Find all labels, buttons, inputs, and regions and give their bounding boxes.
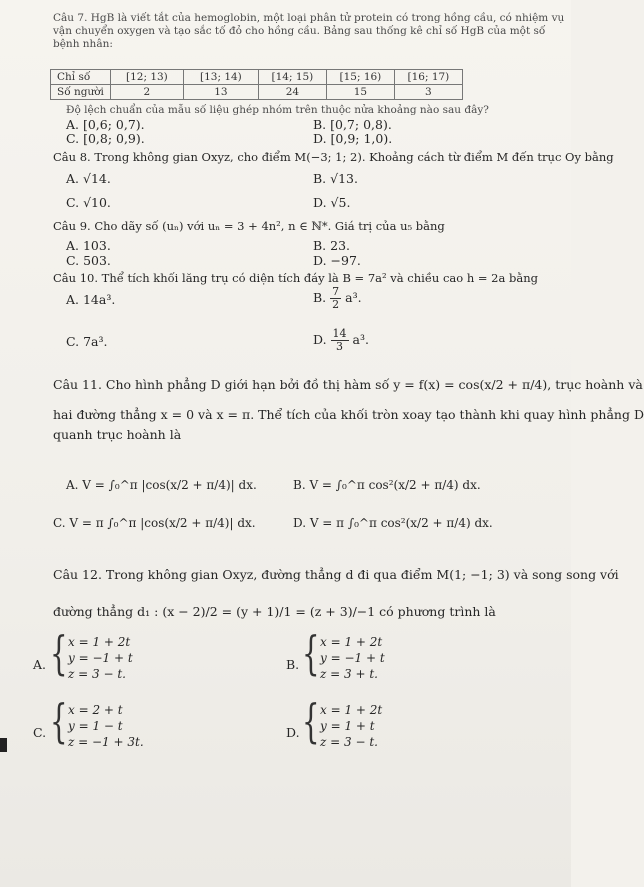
left-brace-icon: { xyxy=(302,626,320,680)
q10-stem: Câu 10. Thể tích khối lăng trụ có diện tích đáy là B = 7a² và chiều cao h = 2a bằng xyxy=(53,271,538,285)
table-cell: [14; 15) xyxy=(258,70,326,85)
q8-option-a: A. √14. xyxy=(66,171,111,186)
q11-option-d: D. V = π ∫₀^π cos²(x/2 + π/4) dx. xyxy=(293,516,493,530)
option-label: B. xyxy=(313,290,327,305)
q12-line1: Câu 12. Trong không gian Oxyz, đường thẳng d đi qua điểm M(1; −1; 3) và song song với xyxy=(53,567,619,582)
q7-option-b: B. [0,7; 0,8). xyxy=(313,117,392,132)
equation: x = 1 + 2t xyxy=(320,635,383,649)
q12-option-b-label: B. xyxy=(286,657,300,672)
table-cell: 13 xyxy=(183,85,258,100)
q9-option-a: A. 103. xyxy=(66,238,111,253)
q7-question: Độ lệch chuẩn của mẫu số liệu ghép nhóm trên thuộc nửa khoảng nào sau đây? xyxy=(66,104,489,116)
fraction xyxy=(331,328,349,353)
table-row xyxy=(51,70,463,85)
q10-option-c: C. 7a³. xyxy=(66,334,108,349)
equation: x = 2 + t xyxy=(68,703,123,717)
hgb-table xyxy=(50,69,463,100)
q12-option-a-label: A. xyxy=(33,657,47,672)
left-brace-icon: { xyxy=(50,626,68,680)
q11-line3: quanh trục hoành là xyxy=(53,427,182,442)
equation: z = 3 + t. xyxy=(320,667,378,681)
q9-stem: Câu 9. Cho dãy số (uₙ) với uₙ = 3 + 4n², n ∈ ℕ*. Giá trị của u₅ bằng xyxy=(53,219,445,233)
q8-option-c: C. √10. xyxy=(66,195,111,210)
q12-option-d-system xyxy=(320,702,382,750)
equation: y = 1 − t xyxy=(68,719,123,733)
q9-option-b: B. 23. xyxy=(313,238,351,253)
q7-option-d: D. [0,9; 1,0). xyxy=(313,131,393,146)
equation: x = 1 + 2t xyxy=(68,635,131,649)
q12-line2: đường thẳng d₁ : (x − 2)/2 = (y + 1)/1 = (z + 3)/−1 có phương trình là xyxy=(53,604,496,619)
left-brace-icon: { xyxy=(50,694,68,748)
table-cell: [15; 16) xyxy=(326,70,394,85)
left-brace-icon: { xyxy=(302,694,320,748)
q7-line2: vận chuyển oxygen và tạo sắc tố đỏ cho hồng cầu. Bảng sau thống kê chỉ số HgB của một số xyxy=(53,25,546,37)
denominator: 2 xyxy=(332,298,340,311)
equation: y = −1 + t xyxy=(68,651,133,665)
table-row xyxy=(51,85,463,100)
q12-option-c-system xyxy=(68,702,144,750)
q7-option-a: A. [0,6; 0,7). xyxy=(66,117,145,132)
q7-line1: Câu 7. HgB là viết tắt của hemoglobin, một loại phân tử protein có trong hồng cầu, có nhiệm vụ xyxy=(53,12,565,24)
numerator: 14 xyxy=(332,327,347,340)
q10-option-d xyxy=(313,328,369,353)
equation: y = −1 + t xyxy=(320,651,385,665)
q12-option-c-label: C. xyxy=(33,725,47,740)
q11-option-c: C. V = π ∫₀^π |cos(x/2 + π/4)| dx. xyxy=(53,516,256,530)
q10-option-a: A. 14a³. xyxy=(66,292,116,307)
q11-line2: hai đường thẳng x = 0 và x = π. Thể tích của khối tròn xoay tạo thành khi quay hình phẳng D xyxy=(53,407,644,422)
q12-option-a-system xyxy=(68,634,133,682)
table-cell: 3 xyxy=(394,85,462,100)
q11-option-b: B. V = ∫₀^π cos²(x/2 + π/4) dx. xyxy=(293,478,481,492)
table-cell: Số người xyxy=(51,85,111,100)
table-cell: [16; 17) xyxy=(394,70,462,85)
q8-stem: Câu 8. Trong không gian Oxyz, cho điểm M(−3; 1; 2). Khoảng cách từ điểm M đến trục Oy bằng xyxy=(53,150,614,164)
table-cell: [13; 14) xyxy=(183,70,258,85)
q9-option-c: C. 503. xyxy=(66,253,111,268)
equation: z = 3 − t. xyxy=(320,735,378,749)
q12-option-b-system xyxy=(320,634,385,682)
q9-option-d: D. −97. xyxy=(313,253,361,268)
table-cell: [12; 13) xyxy=(110,70,183,85)
q8-option-b: B. √13. xyxy=(313,171,358,186)
q11-option-a: A. V = ∫₀^π |cos(x/2 + π/4)| dx. xyxy=(66,478,257,492)
option-suffix: a³. xyxy=(345,290,362,305)
option-label: D. xyxy=(313,332,327,347)
q7-option-c: C. [0,8; 0,9). xyxy=(66,131,145,146)
table-cell: 15 xyxy=(326,85,394,100)
page-edge-mark xyxy=(0,738,7,752)
equation: y = 1 + t xyxy=(320,719,375,733)
option-suffix: a³. xyxy=(352,332,369,347)
fraction xyxy=(330,286,341,311)
table-cell: 24 xyxy=(258,85,326,100)
numerator: 7 xyxy=(332,285,340,298)
equation: z = 3 − t. xyxy=(68,667,126,681)
q8-option-d: D. √5. xyxy=(313,195,351,210)
table-cell: 2 xyxy=(110,85,183,100)
equation: z = −1 + 3t. xyxy=(68,735,144,749)
table-cell: Chỉ số xyxy=(51,70,111,85)
q11-line1: Câu 11. Cho hình phẳng D giới hạn bởi đồ thị hàm số y = f(x) = cos(x/2 + π/4), trục hoành và xyxy=(53,377,643,392)
equation: x = 1 + 2t xyxy=(320,703,383,717)
q7-line3: bệnh nhân: xyxy=(53,38,113,50)
q12-option-d-label: D. xyxy=(286,725,300,740)
denominator: 3 xyxy=(336,340,344,353)
q10-option-b xyxy=(313,286,362,311)
